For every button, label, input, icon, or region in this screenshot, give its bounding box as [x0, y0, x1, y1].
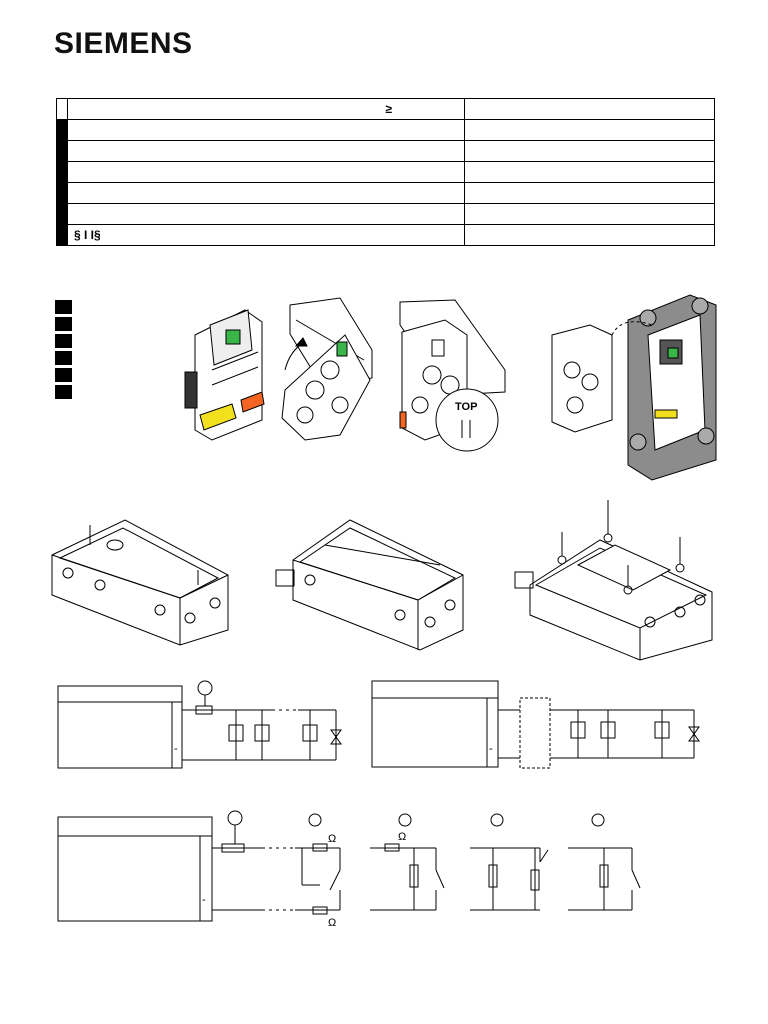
siemens-logo: SIEMENS	[54, 27, 193, 60]
wiring-diagram-2	[372, 681, 699, 768]
housing-illustration	[552, 295, 716, 480]
table-cell: § I I§	[68, 225, 465, 246]
svg-text:-: -	[174, 743, 178, 755]
green-connector	[226, 330, 240, 344]
svg-text:-: -	[489, 743, 493, 755]
table-cell: ≥	[68, 99, 465, 120]
module-illustration	[185, 310, 264, 440]
ohm-label: Ω	[328, 917, 337, 929]
enclosure-box-1	[52, 520, 228, 645]
top-label: TOP	[455, 401, 478, 413]
ohm-label: Ω	[328, 833, 337, 845]
din-rail-mount-illustration	[282, 298, 372, 440]
wiring-diagram-1	[58, 681, 341, 768]
top-orientation-illustration	[400, 300, 505, 451]
cable-gland	[276, 570, 294, 586]
enclosure-box-2	[276, 520, 463, 650]
svg-text:-: -	[202, 894, 206, 906]
ohm-label: Ω	[398, 831, 407, 843]
dark-connector	[185, 372, 197, 408]
wiring-diagram-3	[58, 811, 640, 929]
enclosure-box-3-lid	[515, 500, 712, 660]
